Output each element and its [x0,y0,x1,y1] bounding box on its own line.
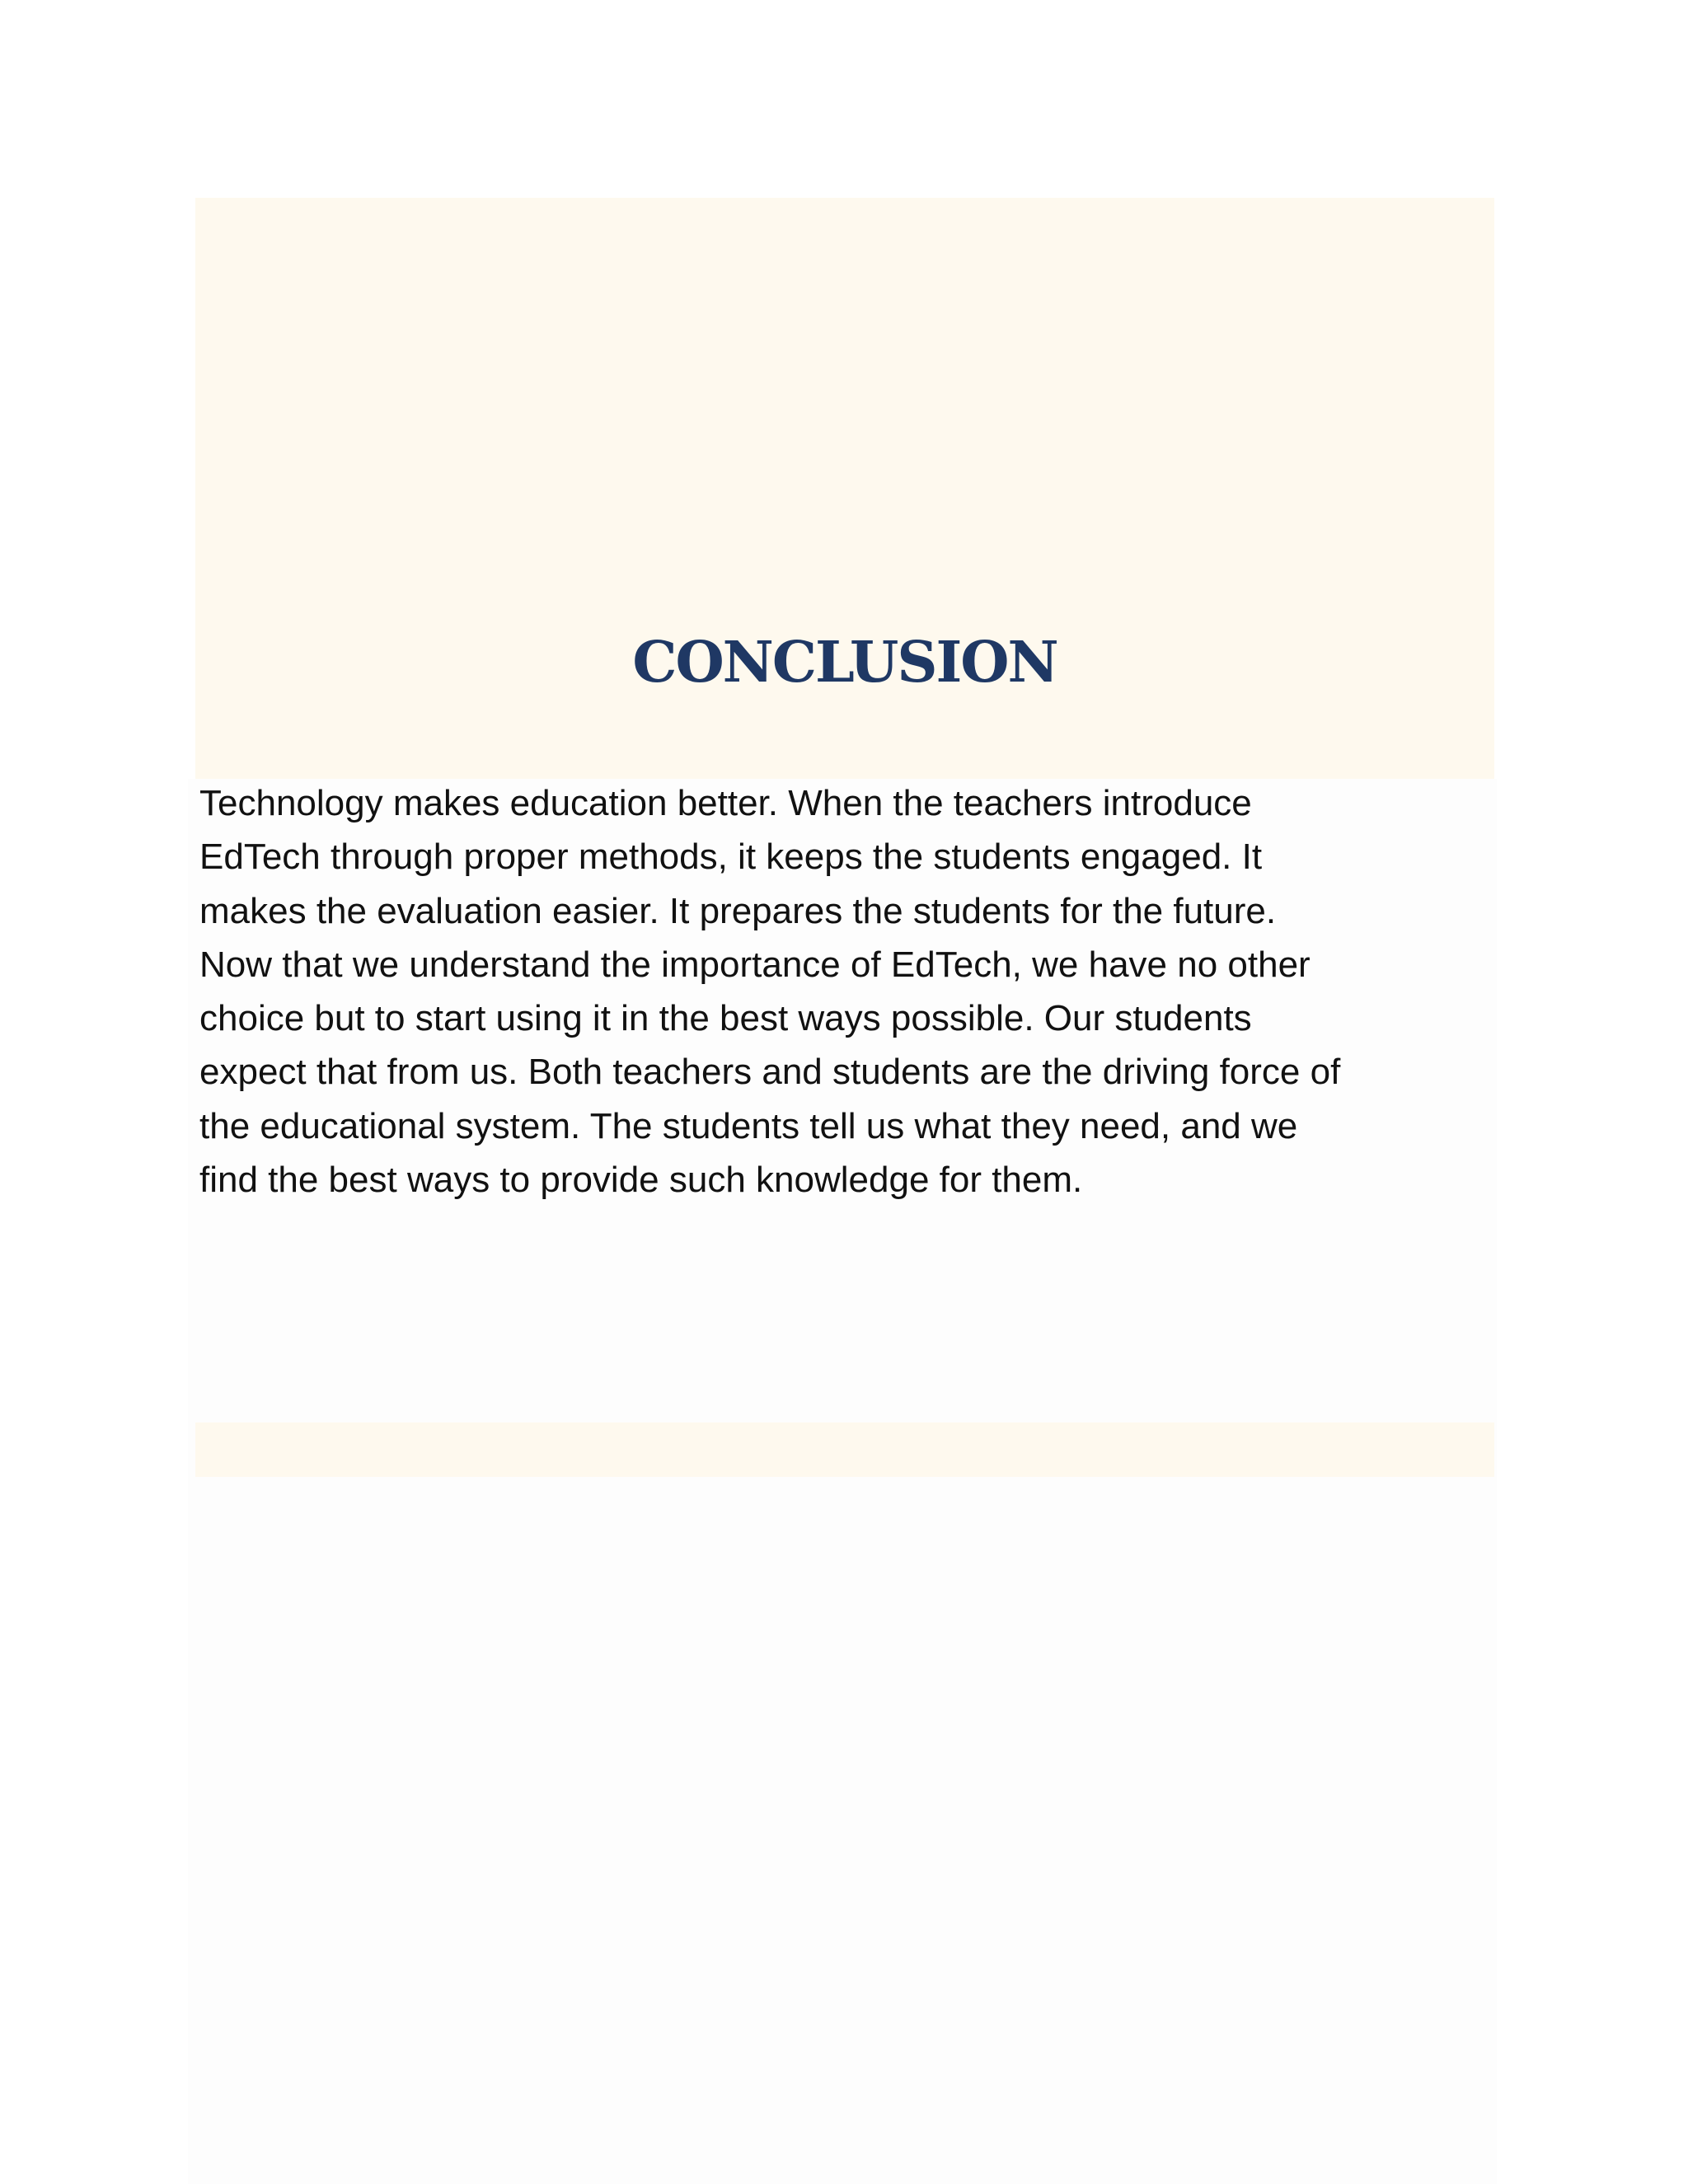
paragraph-line: EdTech through proper methods, it keeps the students engaged. It [199,837,1263,878]
page-title: CONCLUSION [632,630,1057,696]
paragraph-line: the educational system. The students tell us what they need, and we [199,1105,1298,1146]
conclusion-paragraph [199,776,1495,1207]
paragraph-line: choice but to start using it in the best ways possible. Our students [199,998,1252,1039]
footer-band [195,1422,1494,1477]
paragraph-line: Now that we understand the importance of EdTech, we have no other [199,944,1311,985]
paragraph-line: makes the evaluation easier. It prepares the students for the future. [199,890,1277,931]
paragraph-line: find the best ways to provide such knowledge for them. [199,1160,1083,1201]
paragraph-line: expect that from us. Both teachers and students are the driving force of [199,1052,1341,1093]
paragraph-line: Technology makes education better. When the teachers introduce [199,783,1252,823]
